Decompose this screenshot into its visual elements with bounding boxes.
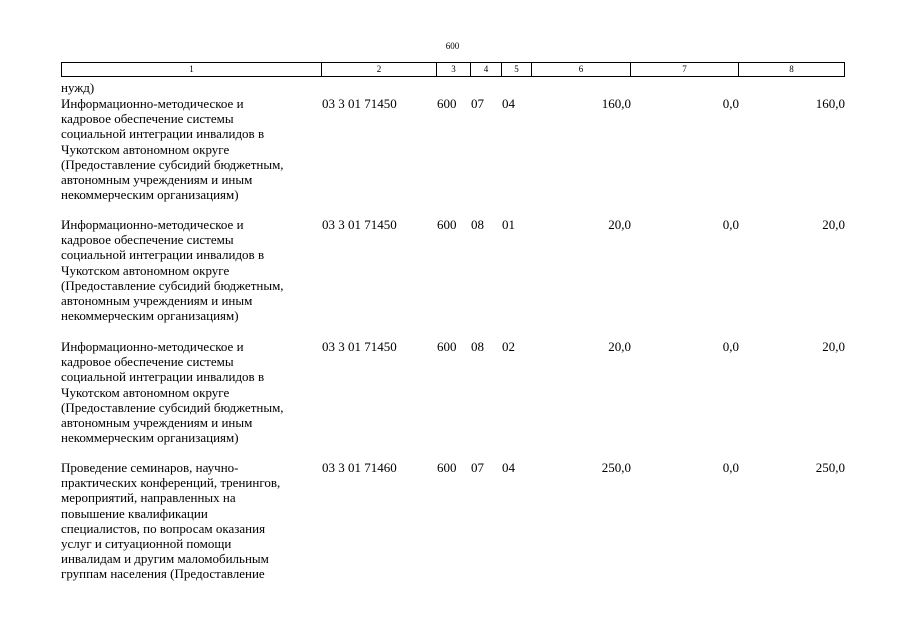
row-code: 03 3 01 71460 (322, 460, 397, 475)
header-col-1: 1 (62, 63, 322, 76)
row-subsection: 04 (502, 96, 515, 111)
row-subsection: 02 (502, 339, 515, 354)
name-line: Информационно-методическое и (61, 339, 244, 354)
row-col8: 250,0 (815, 460, 845, 475)
name-line: практических конференций, тренингов, (61, 475, 281, 491)
header-col-2: 2 (322, 63, 437, 76)
name-line: инвалидам и другим маломобильным (61, 551, 269, 567)
name-line: социальной интеграции инвалидов в (61, 126, 265, 142)
row-total: 20,0 (608, 339, 631, 354)
row-code: 03 3 01 71450 (322, 339, 397, 354)
row-type: 600 (437, 339, 457, 354)
name-line: повышение квалификации (61, 505, 208, 521)
name-line: автономным учреждениям и иным (61, 415, 253, 431)
row-subsection: 04 (502, 460, 515, 475)
header-col-5: 5 (502, 63, 532, 76)
row-name (61, 339, 321, 445)
name-line: услуг и ситуационной помощи (61, 536, 232, 552)
row-type: 600 (437, 217, 457, 232)
name-line: некоммерческим организациям) (61, 430, 239, 446)
name-line: автономным учреждениям и иным (61, 293, 253, 309)
name-line: Чукотском автономном округе (61, 141, 230, 157)
name-line: (Предоставление субсидий бюджетным, (61, 399, 284, 415)
header-col-8: 8 (789, 64, 794, 74)
name-line: специалистов, по вопросам оказания (61, 520, 266, 536)
header-col-7: 7 (631, 63, 739, 76)
name-line: некоммерческим организациям) (61, 187, 239, 203)
row-name (61, 217, 321, 323)
row-section: 07 (471, 460, 484, 475)
row-type: 600 (437, 96, 457, 111)
page-number: 600 (445, 41, 460, 51)
row-col8: 20,0 (822, 339, 845, 354)
table-header (61, 62, 845, 77)
row-type: 600 (437, 460, 457, 475)
row-col7: 0,0 (722, 96, 739, 111)
name-line: социальной интеграции инвалидов в (61, 247, 265, 263)
name-line: Проведение семинаров, научно- (61, 460, 239, 475)
name-line: социальной интеграции инвалидов в (61, 369, 265, 385)
row-col7: 0,0 (722, 460, 739, 475)
name-line: кадровое обеспечение системы (61, 111, 234, 127)
row-code: 03 3 01 71450 (322, 96, 397, 111)
header-col-3: 3 (437, 63, 471, 76)
name-line: некоммерческим организациям) (61, 308, 239, 324)
continuation-text: нужд) (61, 80, 95, 95)
row-col8: 20,0 (822, 217, 845, 232)
name-line: Информационно-методическое и (61, 217, 244, 232)
row-subsection: 01 (502, 217, 515, 232)
row-section: 08 (471, 217, 484, 232)
row-total: 20,0 (608, 217, 631, 232)
name-line: Информационно-методическое и (61, 96, 244, 111)
name-line: автономным учреждениям и иным (61, 172, 253, 188)
row-col8: 160,0 (815, 96, 845, 111)
row-total: 250,0 (601, 460, 631, 475)
name-line: Чукотском автономном округе (61, 262, 230, 278)
name-line: кадровое обеспечение системы (61, 354, 234, 370)
name-line: (Предоставление субсидий бюджетным, (61, 277, 284, 293)
row-name (61, 96, 321, 202)
row-section: 07 (471, 96, 484, 111)
row-code: 03 3 01 71450 (322, 217, 397, 232)
row-col7: 0,0 (722, 339, 739, 354)
row-total: 160,0 (601, 96, 631, 111)
name-line: мероприятий, направленных на (61, 490, 236, 506)
row-section: 08 (471, 339, 484, 354)
name-line: группам населения (Предоставление (61, 566, 265, 582)
header-col-6: 6 (532, 63, 631, 76)
row-col7: 0,0 (722, 217, 739, 232)
name-line: кадровое обеспечение системы (61, 232, 234, 248)
name-line: Чукотском автономном округе (61, 384, 230, 400)
name-line: (Предоставление субсидий бюджетным, (61, 156, 284, 172)
row-name (61, 460, 321, 582)
header-col-4: 4 (471, 63, 502, 76)
